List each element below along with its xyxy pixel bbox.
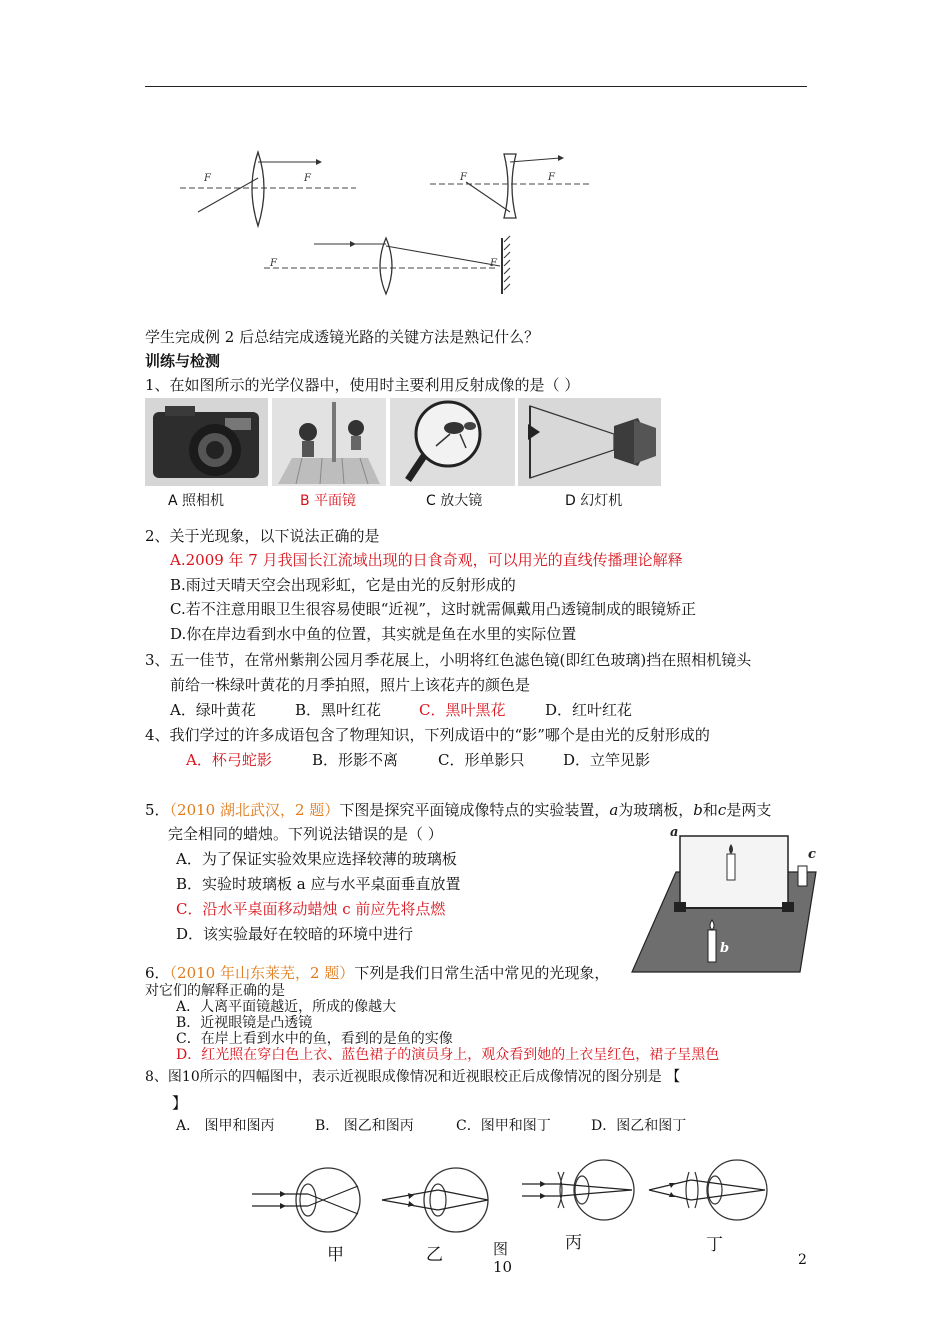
eye-diagram-bing: [520, 1158, 638, 1224]
q8-bracket-close: 】: [172, 1094, 188, 1112]
q4-option-d: D．立竿见影: [563, 751, 651, 769]
q5-option-a: A．为了保证实验效果应选择较薄的玻璃板: [176, 850, 457, 868]
q6-option-d: D．红光照在穿白色上衣、蓝色裙子的演员身上，观众看到她的上衣呈红色，裙子呈黑色: [176, 1047, 720, 1063]
q6-source: （2010 年山东莱芜，2 题）: [169, 964, 355, 982]
q5-text-1a: 下图是探究平面镜成像特点的实验装置，: [339, 801, 610, 819]
question-3-line-2: 前给一株绿叶黄花的月季拍照，照片上该花卉的颜色是: [170, 676, 531, 694]
q6-option-c: C．在岸上看到水中的鱼，看到的是鱼的实像: [176, 1031, 453, 1047]
figure-label-c: c: [808, 847, 816, 862]
eye-label-bing: 丙: [565, 1233, 582, 1253]
q4-option-c: C．形单影只: [438, 751, 525, 769]
q8-option-d: D．图乙和图丁: [591, 1118, 687, 1134]
q5-option-d: D．该实验最好在较暗的环境中进行: [176, 925, 414, 943]
q5-text-1c: 和: [702, 801, 718, 819]
q5-source: （2010 湖北武汉，2 题）: [169, 801, 340, 819]
q3-option-b: B．黑叶红花: [295, 701, 382, 719]
section-title: 训练与检测: [145, 352, 221, 370]
q5-var-c: c: [717, 801, 727, 819]
focal-label: F: [304, 173, 311, 184]
figure-label-b: b: [720, 941, 730, 956]
concave-lens-diagram: [428, 150, 593, 230]
projector-image: [518, 398, 661, 486]
q2-option-a: A.2009 年 7 月我国长江流域出现的日食奇观，可以用光的直线传播理论解释: [170, 551, 683, 569]
focal-label: F: [204, 173, 211, 184]
q5-text-1b: 为玻璃板，: [618, 801, 694, 819]
q5-number: 5．: [145, 801, 170, 819]
q2-option-c: C.若不注意用眼卫生很容易使眼“近视”，这时就需佩戴用凸透镜制成的眼镜矫正: [170, 600, 697, 618]
figure-caption: 图: [493, 1240, 509, 1258]
question-2: 2、关于光现象，以下说法正确的是: [145, 527, 380, 545]
q3-option-a: A．绿叶黄花: [170, 701, 256, 719]
q6-number: 6．: [145, 964, 170, 982]
question-6-line-1: [145, 964, 609, 982]
question-3-line-1: 3、五一佳节，在常州紫荆公园月季花展上，小明将红色滤色镜(即红色玻璃)挡在照相机镜头: [145, 651, 752, 669]
q3-option-c: C．黑叶黑花: [419, 701, 506, 719]
page-number: 2: [798, 1252, 807, 1268]
magnifier-image: [390, 398, 515, 486]
eye-label-jia: 甲: [327, 1245, 344, 1265]
q1-caption-d: D 幻灯机: [565, 493, 623, 509]
question-5-line-2: 完全相同的蜡烛。下列说法错误的是（ ）: [168, 825, 443, 843]
q6-text-1: 下列是我们日常生活中常见的光现象，: [354, 964, 610, 982]
eye-diagram-jia: [250, 1166, 365, 1234]
plane-mirror-image: [272, 398, 386, 486]
camera-image: [145, 398, 268, 486]
q5-var-b: b: [693, 801, 703, 819]
figure-label-a: a: [670, 826, 679, 840]
eye-diagram-yi: [378, 1166, 493, 1234]
q3-option-d: D．红叶红花: [545, 701, 633, 719]
eye-label-ding: 丁: [706, 1235, 723, 1255]
q6-option-a: A．人离平面镜越近，所成的像越大: [176, 999, 397, 1015]
q2-option-d: D.你在岸边看到水中鱼的位置，其实就是鱼在水里的实际位置: [170, 625, 577, 643]
q4-option-a: A．杯弓蛇影: [186, 751, 272, 769]
q5-var-a: a: [609, 801, 619, 819]
q2-option-b: B.雨过天晴天空会出现彩虹，它是由光的反射形成的: [170, 576, 516, 594]
question-6-line-2: 对它们的解释正确的是: [145, 983, 285, 999]
q8-option-b: B． 图乙和图丙: [315, 1118, 414, 1134]
mirror-experiment-figure: [630, 826, 820, 974]
q8-option-c: C．图甲和图丁: [456, 1118, 551, 1134]
header-rule: [145, 86, 807, 87]
question-1: 1、在如图所示的光学仪器中，使用时主要利用反射成像的是（ ）: [145, 376, 580, 394]
q8-option-a: A． 图甲和图丙: [176, 1118, 275, 1134]
question-5-line-1: [145, 801, 771, 819]
eye-label-yi: 乙: [426, 1245, 443, 1265]
q1-caption-c: C 放大镜: [426, 493, 483, 509]
eye-diagram-ding: [645, 1158, 773, 1224]
question-8: 8、图10所示的四幅图中，表示近视眼成像情况和近视眼校正后成像情况的图分别是 【: [145, 1069, 681, 1085]
q4-option-b: B．形影不离: [312, 751, 399, 769]
q1-caption-b: B 平面镜: [300, 493, 357, 509]
focal-label: F: [490, 258, 497, 269]
focal-label: F: [548, 172, 555, 183]
q5-option-b: B．实验时玻璃板 a 应与水平桌面垂直放置: [176, 875, 461, 893]
focal-label: F: [460, 172, 467, 183]
convex-lens-diagram: [178, 148, 358, 230]
lens-mirror-diagram: [262, 234, 518, 296]
q1-caption-a: A 照相机: [168, 493, 225, 509]
focal-label: F: [270, 258, 277, 269]
q6-option-b: B．近视眼镜是凸透镜: [176, 1015, 313, 1031]
summary-prompt: 学生完成例 2 后总结完成透镜光路的关键方法是熟记什么？: [145, 328, 540, 346]
figure-number: 10: [493, 1258, 513, 1276]
q5-text-1d: 是两支: [726, 801, 772, 819]
question-4: 4、我们学过的许多成语包含了物理知识，下列成语中的“影”哪个是由光的反射形成的: [145, 726, 710, 744]
q5-option-c: C．沿水平桌面移动蜡烛 c 前应先将点燃: [176, 900, 446, 918]
